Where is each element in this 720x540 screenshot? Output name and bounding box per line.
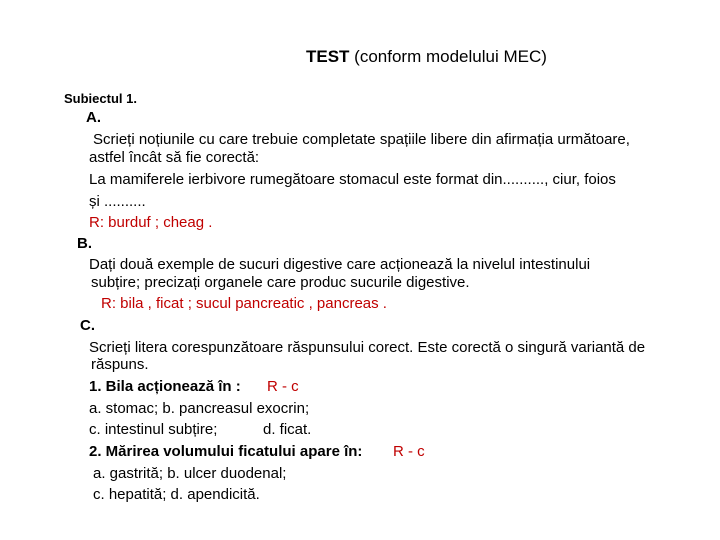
section-c-label: C. bbox=[80, 317, 95, 334]
title-rest: (conform modelului MEC) bbox=[349, 47, 547, 66]
section-c-instruction-2: răspuns. bbox=[91, 356, 149, 373]
section-c-instruction-1: Scrieți litera corespunzătoare răspunsului corect. Este corectă o singură variantă de bbox=[89, 339, 646, 356]
page-title bbox=[306, 48, 547, 65]
section-b-instruction-2: subțire; precizați organele care produc sucurile digestive. bbox=[91, 274, 470, 291]
question-1-answer: R - c bbox=[267, 378, 299, 395]
question-1-options-2b: d. ficat. bbox=[263, 421, 312, 438]
section-a-instruction-1: Scrieți noțiunile cu care trebuie completate spațiile libere din afirmația următoare, bbox=[93, 131, 630, 148]
section-b-label: B. bbox=[77, 235, 92, 252]
question-1-options-1: a. stomac; b. pancreasul exocrin; bbox=[89, 400, 310, 417]
section-b-instruction-1: Dați două exemple de sucuri digestive care acționează la nivelul intestinului bbox=[89, 256, 591, 273]
section-a-statement-1: La mamiferele ierbivore rumegătoare stomacul este format din.........., ciur, foios bbox=[89, 171, 616, 188]
section-a-instruction-2: astfel încât să fie corectă: bbox=[89, 149, 260, 166]
question-1-options-2a: c. intestinul subțire; bbox=[89, 421, 218, 438]
title-bold: TEST bbox=[306, 47, 350, 66]
question-1: 1. Bila acționează în : bbox=[89, 378, 241, 395]
section-a-statement-2: și .......... bbox=[89, 193, 146, 210]
question-2-options-2: c. hepatită; d. apendicită. bbox=[93, 486, 260, 503]
subject-heading: Subiectul 1. bbox=[64, 91, 137, 106]
question-2: 2. Mărirea volumului ficatului apare în: bbox=[89, 443, 363, 460]
section-b-answer: R: bila , ficat ; sucul pancreatic , pancreas . bbox=[101, 295, 387, 312]
section-a-label: A. bbox=[86, 109, 101, 126]
question-2-answer: R - c bbox=[393, 443, 425, 460]
section-a-answer: R: burduf ; cheag . bbox=[89, 214, 213, 231]
question-2-options-1: a. gastrită; b. ulcer duodenal; bbox=[93, 465, 287, 482]
